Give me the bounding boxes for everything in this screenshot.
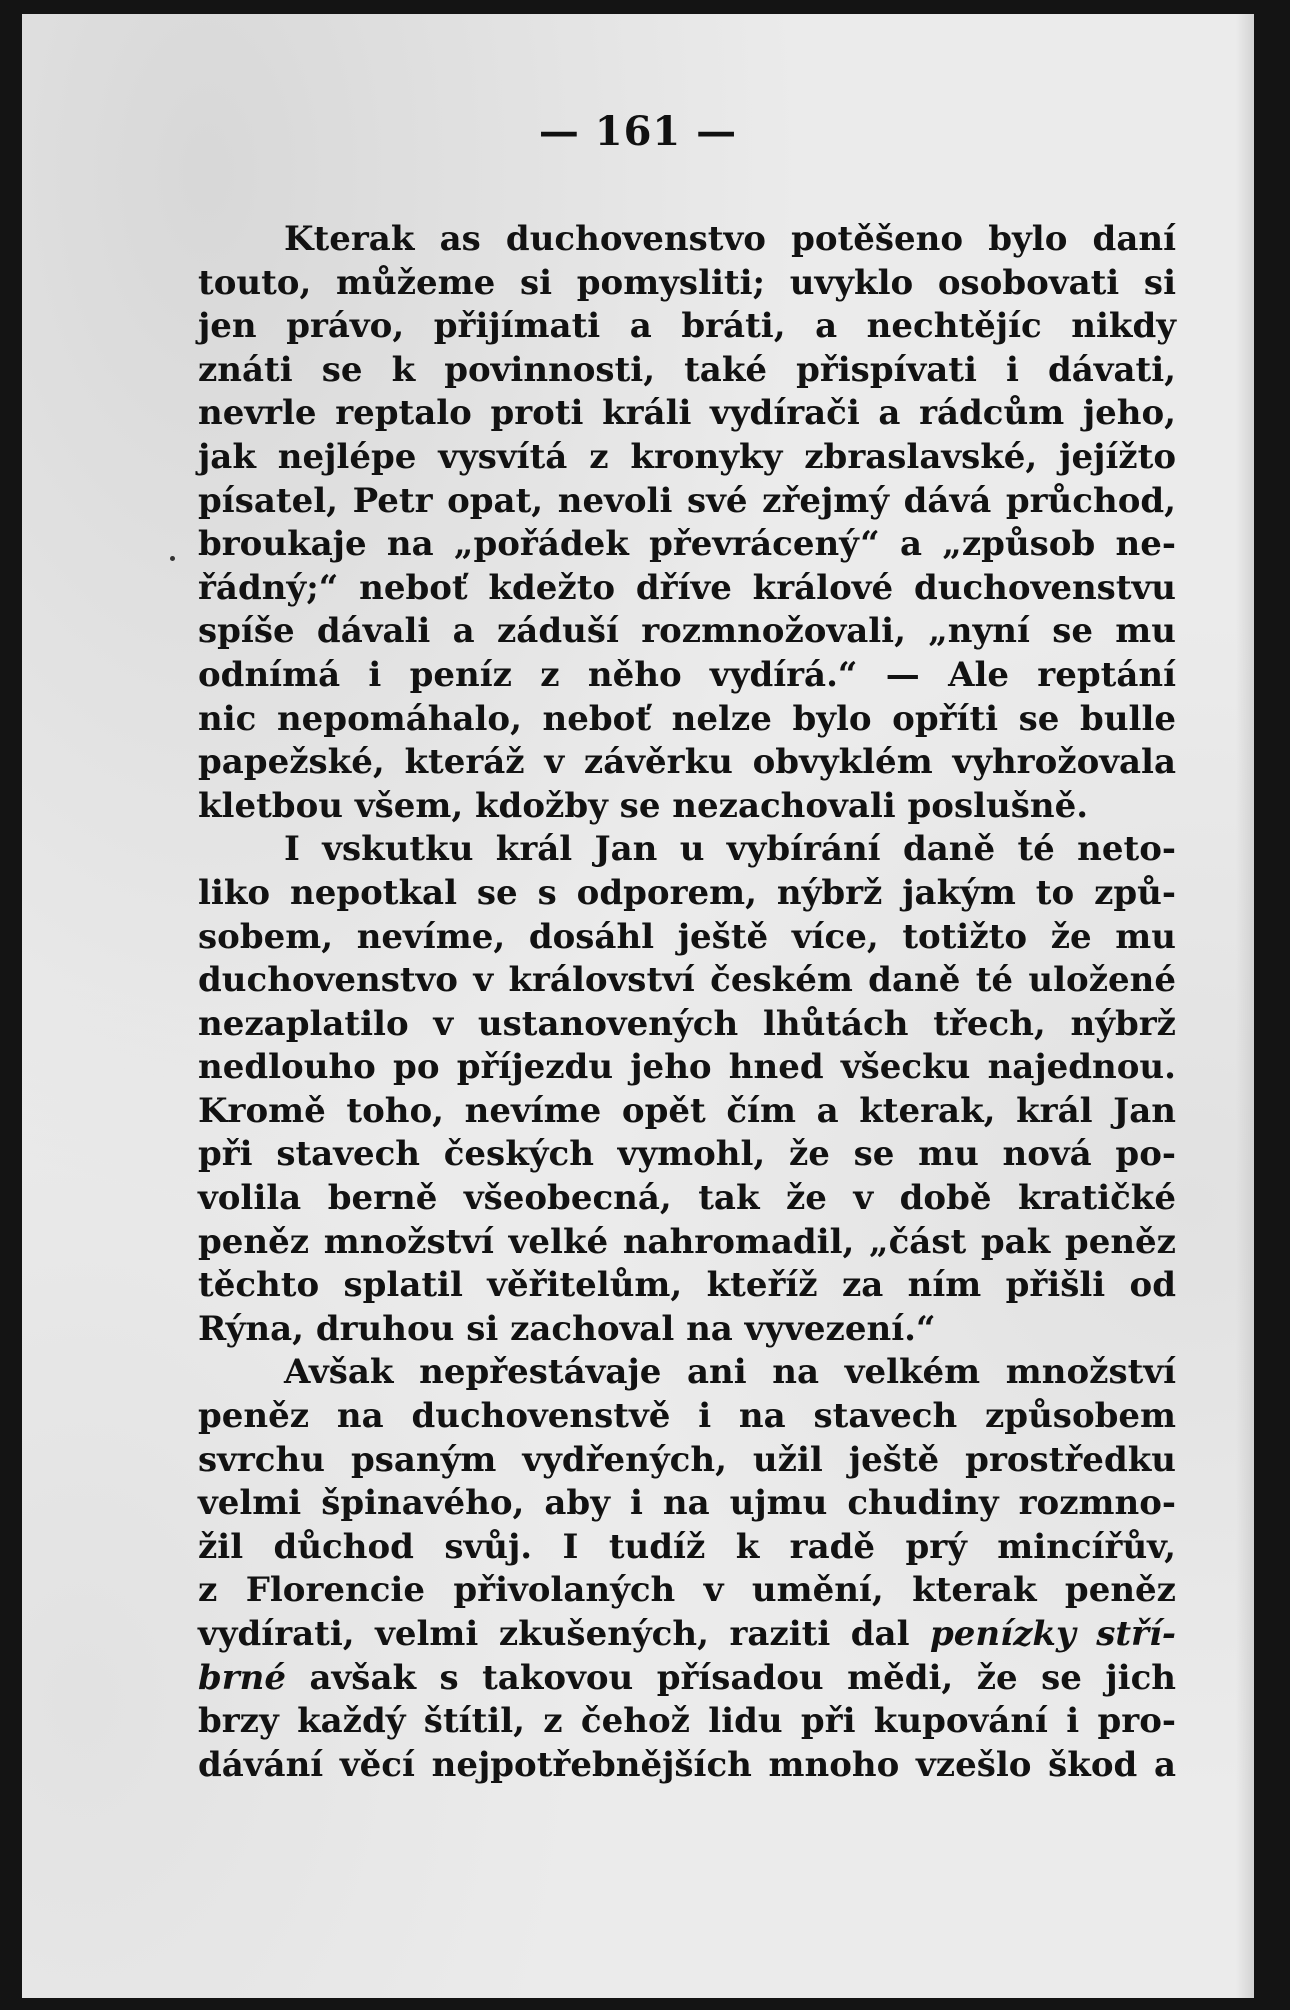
text-line: duchovenstvo v království českém daně té uložené: [198, 960, 1176, 1001]
body-text: [198, 218, 1176, 1787]
text-line: nic nepomáhalo, neboť nelze bylo opříti se bulle: [198, 698, 1176, 739]
italic-emphasis: penízky stří-: [930, 1614, 1177, 1654]
text-line: velmi špinavého, aby i na ujmu chudiny rozmno-: [198, 1483, 1176, 1524]
book-page: [22, 14, 1254, 1998]
text-line: těchto splatil věřitelům, kteříž za ním přišli od: [198, 1265, 1176, 1306]
text-line: nedlouho po příjezdu jeho hned všecku najednou.: [198, 1047, 1176, 1088]
text-line: I vskutku král Jan u vybírání daně té neto-: [284, 829, 1176, 870]
italic-emphasis: brné: [198, 1657, 287, 1698]
text-line: spíše dávali a záduší rozmnožovali, „nyní se mu: [198, 611, 1176, 652]
text-fragment: vydírati, velmi zkušených, raziti dal: [198, 1614, 910, 1654]
text-line: Kterak as duchovenstvo potěšeno bylo daní: [284, 219, 1176, 259]
text-line: jen právo, přijímati a bráti, a nechtějíc nikdy: [198, 306, 1176, 347]
text-line: nevrle reptalo proti králi vydírači a rádcům jeho,: [198, 393, 1176, 434]
text-line: odnímá i peníz z něho vydírá.“ — Ale reptání: [198, 654, 1176, 695]
text-line: řádný;“ neboť kdežto dříve králové duchovenstvu: [198, 567, 1176, 608]
text-line: jak nejlépe vysvítá z kronyky zbraslavské, jejížto: [198, 436, 1176, 477]
text-line: [198, 1657, 1176, 1701]
text-line: Kromě toho, nevíme opět čím a kterak, král Jan: [198, 1090, 1176, 1131]
page-edge-shadow: [1236, 14, 1254, 1998]
text-line: svrchu psaným vydřených, užil ještě prostředku: [198, 1439, 1176, 1480]
text-line: při stavech českých vymohl, že se mu nová po-: [198, 1134, 1176, 1175]
page-number: — 161 —: [538, 108, 738, 155]
text-line: Avšak nepřestávaje ani na velkém množství: [284, 1352, 1176, 1393]
text-line: dávání věcí nejpotřebnějších mnoho vzešlo škod a: [198, 1744, 1176, 1785]
text-line: písatel, Petr opat, nevoli své zřejmý dává průchod,: [198, 480, 1176, 521]
text-line: broukaje na „pořádek převrácený“ a „způsob ne-: [198, 524, 1176, 565]
text-line: žil důchod svůj. I tudíž k radě prý mincířův,: [198, 1526, 1176, 1567]
text-line: papežské, kteráž v závěrku obvyklém vyhrožovala: [198, 742, 1176, 783]
text-line: liko nepotkal se s odporem, nýbrž jakým to způ-: [198, 872, 1176, 913]
text-line: brzy každý štítil, z čehož lidu při kupování i pro-: [198, 1701, 1176, 1742]
text-line: znáti se k povinnosti, také přispívati i dávati,: [198, 349, 1176, 390]
text-line: peněz na duchovenstvě i na stavech způsobem: [198, 1396, 1176, 1437]
text-fragment: avšak s takovou přísadou mědi, že se jich: [309, 1657, 1176, 1698]
text-line: [198, 1613, 1176, 1657]
text-line: kletbou všem, kdožby se nezachovali poslušně.: [198, 785, 1089, 826]
ink-speck: [170, 556, 175, 561]
text-line: Rýna, druhou si zachoval na vyvezení.“: [198, 1308, 936, 1349]
text-line: peněz množství velké nahromadil, „část pak peněz: [198, 1221, 1176, 1262]
text-line: volila berně všeobecná, tak že v době kratičké: [198, 1178, 1176, 1219]
text-line: touto, můžeme si pomysliti; uvyklo osobovati si: [198, 262, 1176, 303]
text-line: z Florencie přivolaných v umění, kterak peněz: [198, 1570, 1176, 1611]
text-line: nezaplatilo v ustanovených lhůtách třech, nýbrž: [198, 1003, 1176, 1044]
text-line: sobem, nevíme, dosáhl ještě více, totižto že mu: [198, 916, 1176, 957]
